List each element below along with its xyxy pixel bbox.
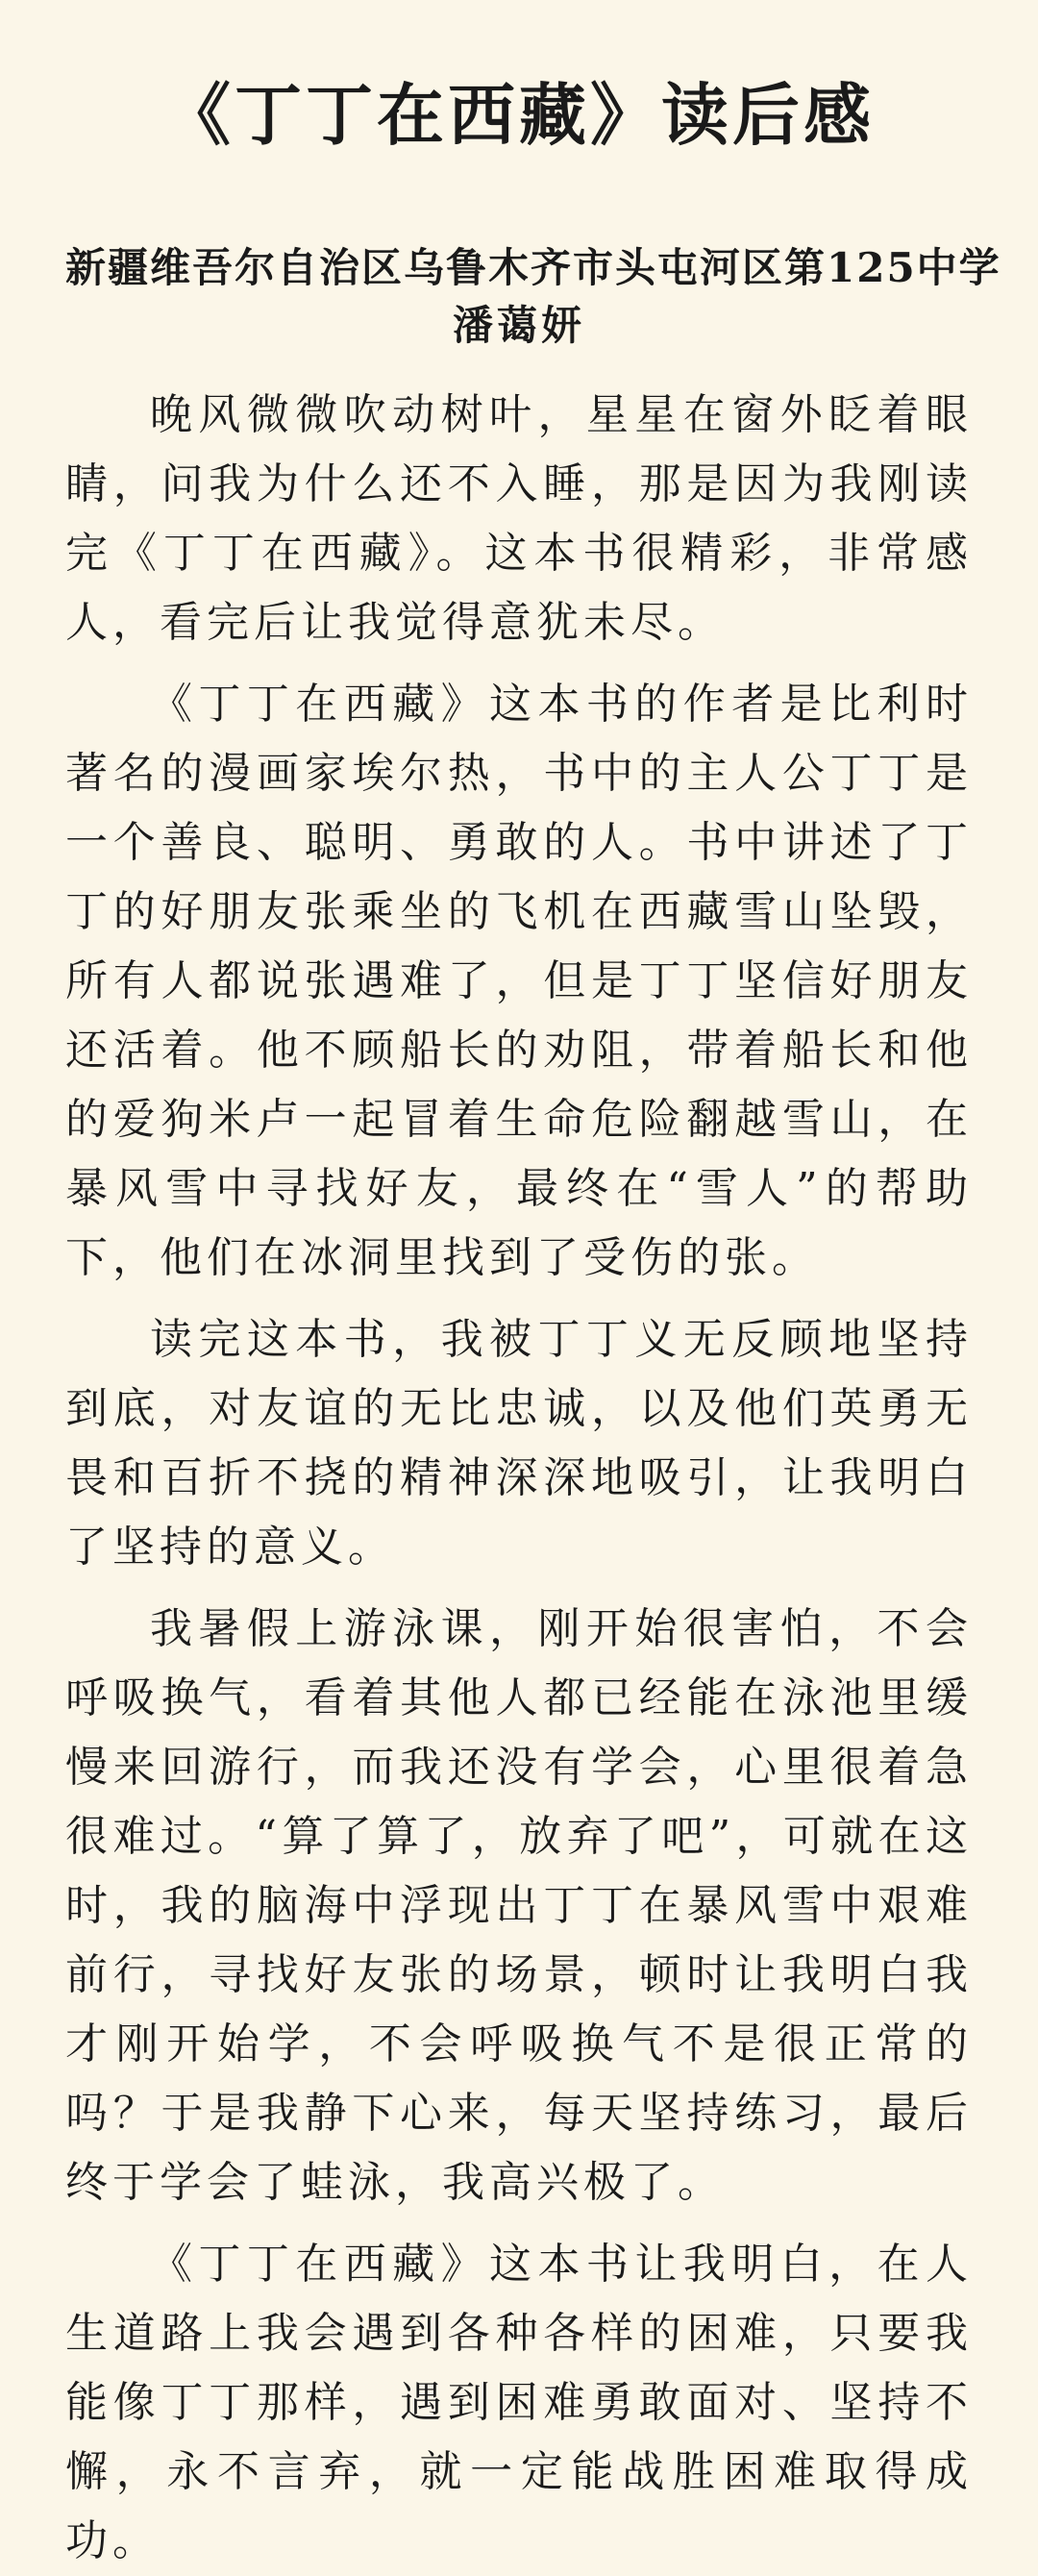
paragraph-5: 《丁丁在西藏》这本书让我明白，在人生道路上我会遇到各种各样的困难，只要我能像丁丁那样，遇到困难勇敢面对、坚持不懈，永不言弃，就一定能战胜困难取得成功。: [65, 2240, 973, 2565]
author-school: 新疆维吾尔自治区乌鲁木齐市头屯河区第125中学: [65, 244, 1001, 291]
article-title: 《丁丁在西藏》读后感: [163, 75, 875, 155]
paragraph-2: 《丁丁在西藏》这本书的作者是比利时著名的漫画家埃尔热，书中的主人公丁丁是一个善良、聪明、勇敢的人。书中讲述了丁丁的好朋友张乘坐的飞机在西藏雪山坠毁，所有人都说张遇难了，但是丁丁坚信好朋友还活着。他不顾船长的劝阻，带着船长和他的爱狗米卢一起冒着生命危险翻越雪山，在暴风雪中寻找好友，最终在“雪人”的帮助下，他们在冰洞里找到了受伤的张。: [65, 680, 973, 1282]
article-body: [65, 381, 973, 2576]
author-name: 潘蔼妍: [452, 302, 585, 349]
paragraph-4: 我暑假上游泳课，刚开始很害怕，不会呼吸换气，看着其他人都已经能在泳池里缓慢来回游行，而我还没有学会，心里很着急很难过。“算了算了，放弃了吧”，可就在这时，我的脑海中浮现出丁丁在暴风雪中艰难前行，寻找好友张的场景，顿时让我明白我才刚开始学，不会呼吸换气不是很正常的吗？于是我静下心来，每天坚持练习，最后终于学会了蛙泳，我高兴极了。: [65, 1604, 973, 2207]
paragraph-3: 读完这本书，我被丁丁义无反顾地坚持到底，对友谊的无比忠诚，以及他们英勇无畏和百折不挠的精神深深地吸引，让我明白了坚持的意义。: [65, 1315, 973, 1572]
paragraph-1: 晚风微微吹动树叶，星星在窗外眨着眼睛，问我为什么还不入睡，那是因为我刚读完《丁丁在西藏》。这本书很精彩，非常感人，看完后让我觉得意犹未尽。: [65, 390, 973, 647]
